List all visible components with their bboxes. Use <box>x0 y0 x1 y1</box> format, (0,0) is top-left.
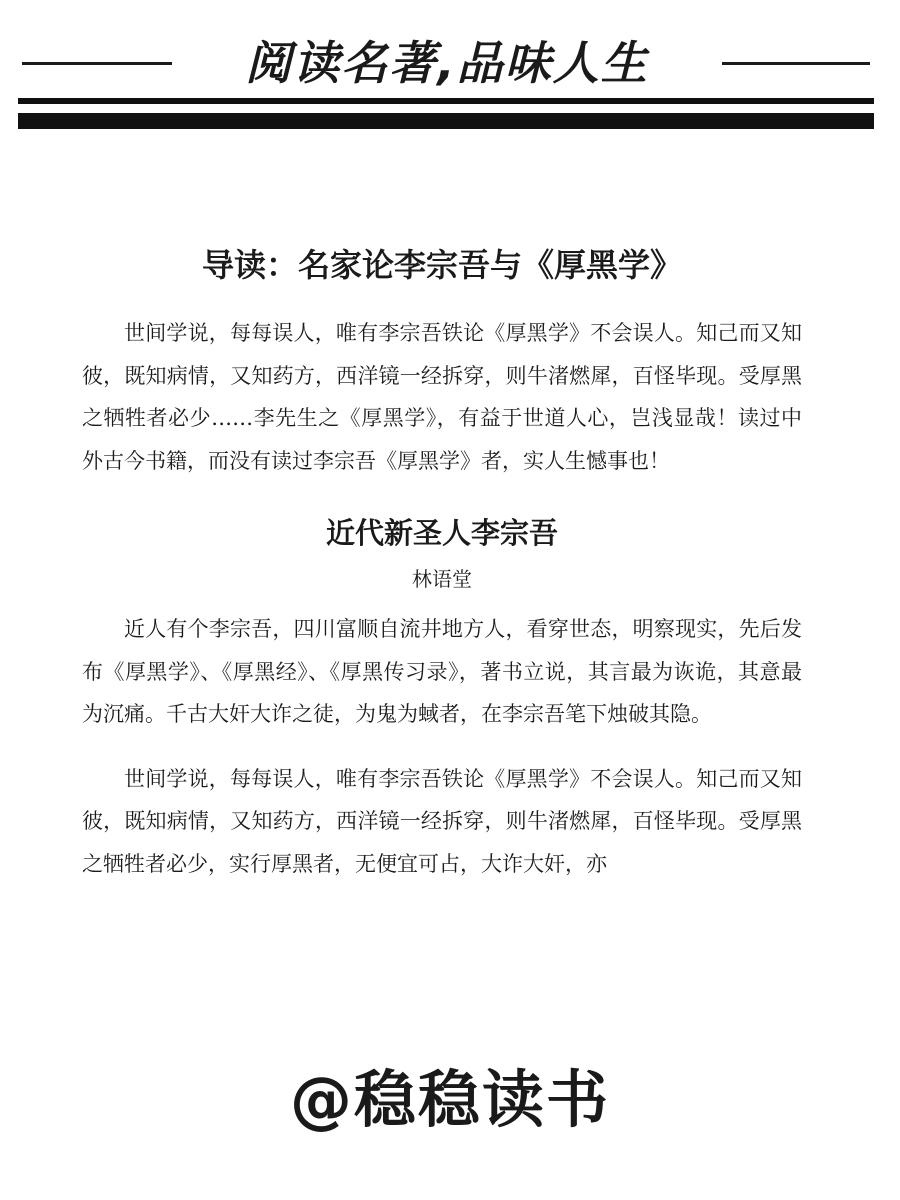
header-thin-divider <box>18 98 874 104</box>
header-thick-divider <box>18 113 874 129</box>
intro-heading: 导读：名家论李宗吾与《厚黑学》 <box>201 246 682 284</box>
page-banner <box>0 34 900 94</box>
watermark-signature: @稳稳读书 <box>289 1063 610 1136</box>
banner-right-rule <box>722 62 870 65</box>
article-paragraph: 世间学说，每每误人，唯有李宗吾铁论《厚黑学》不会误人。知己而又知彼，既知病情，又知药方，西洋镜一经拆穿，则牛渚燃犀，百怪毕现。受厚黑之牺牲者必少，实行厚黑者，无便宜可占，大诈大奸，亦 <box>82 766 802 876</box>
intro-paragraph: 世间学说，每每误人，唯有李宗吾铁论《厚黑学》不会误人。知己而又知彼，既知病情，又知药方，西洋镜一经拆穿，则牛渚燃犀，百怪毕现。受厚黑之牺牲者必少……李先生之《厚黑学》，有益于世道人心，岂浅显哉！读过中外古今书籍，而没有读过李宗吾《厚黑学》者，实人生憾事也！ <box>82 321 802 473</box>
article-paragraph: 近人有个李宗吾，四川富顺自流井地方人，看穿世态，明察现实，先后发布《厚黑学》、《厚黑经》、《厚黑传习录》，著书立说，其言最为诙诡，其意最为沉痛。千古大奸大诈之徒，为鬼为蜮者，在李宗吾笔下烛破其隐。 <box>82 617 802 726</box>
article-heading: 近代新圣人李宗吾 <box>325 516 558 550</box>
banner-title: 阅读名著,品味人生 <box>245 36 649 90</box>
article-author: 林语堂 <box>412 567 472 591</box>
banner-left-rule <box>22 62 172 65</box>
document-body <box>82 238 802 907</box>
